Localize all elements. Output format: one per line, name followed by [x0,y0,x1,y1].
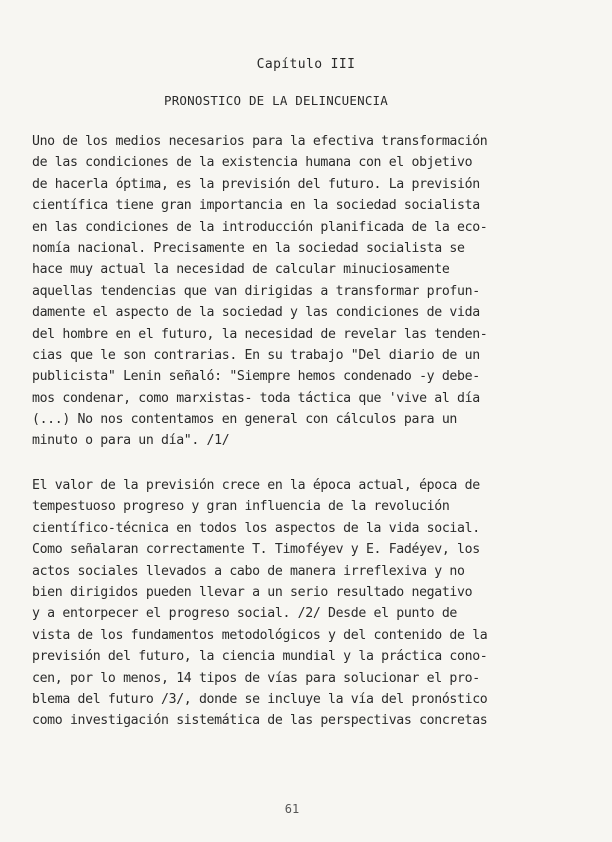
text-line: tempestuoso progreso y gran influencia de la revolución [32,499,450,515]
text-line: cen, por lo menos, 14 tipos de vías para solucionar el pro- [32,670,480,686]
page-number: 61 [284,802,300,816]
text-line: del hombre en el futuro, la necesidad de revelar las tenden- [32,326,488,342]
text-line: y a entorpecer el progreso social. /2/ Desde el punto de [32,606,458,622]
text-line: nomía nacional. Precisamente en la sociedad socialista se [32,240,465,256]
paragraph [32,131,562,452]
text-line: hace muy actual la necesidad de calcular minuciosamente [32,262,450,278]
chapter-number: Capítulo III [256,57,356,72]
text-line: damente el aspecto de la sociedad y las condiciones de vida [32,305,480,321]
text-line: blema del futuro /3/, donde se incluye la vía del pronóstico [32,691,488,707]
text-line: aquellas tendencias que van dirigidas a transformar profun- [32,283,480,299]
chapter-title: PRONOSTICO DE LA DELINCUENCIA [163,93,389,108]
text-line: como investigación sistemática de las perspectivas concretas [32,713,488,729]
text-line: vista de los fundamentos metodológicos y del contenido de la [32,627,488,643]
text-line: mos condenar, como marxistas- toda táctica que 'vive al día [32,390,480,406]
text-line: previsión del futuro, la ciencia mundial y la práctica cono- [32,649,488,665]
text-line: científica tiene gran importancia en la sociedad socialista [32,198,480,214]
text-line: bien dirigidos pueden llevar a un serio resultado negativo [32,584,473,600]
paragraph [32,475,562,732]
text-line: Uno de los medios necesarios para la efectiva transformación [32,134,488,149]
text-line: El valor de la previsión crece en la época actual, época de [32,478,480,493]
text-line: de hacerla óptima, es la previsión del futuro. La previsión [32,176,480,192]
text-line: cias que le son contrarias. En su trabajo "Del diario de un [32,347,480,363]
text-line: actos sociales llevados a cabo de manera irreflexiva y no [32,563,465,579]
text-line: científico-técnica en todos los aspectos de la vida social. [32,520,480,536]
text-line: publicista" Lenin señaló: "Siempre hemos condenado -y debe- [32,369,480,385]
text-line: (...) No nos contentamos en general con cálculos para un [32,412,458,428]
text-line: minuto o para un día". /1/ [32,433,230,449]
text-line: de las condiciones de la existencia humana con el objetivo [32,155,473,171]
text-line: en las condiciones de la introducción planificada de la eco- [32,219,488,235]
text-line: Como señalaran correctamente T. Timoféyev y E. Fadéyev, los [32,542,480,558]
